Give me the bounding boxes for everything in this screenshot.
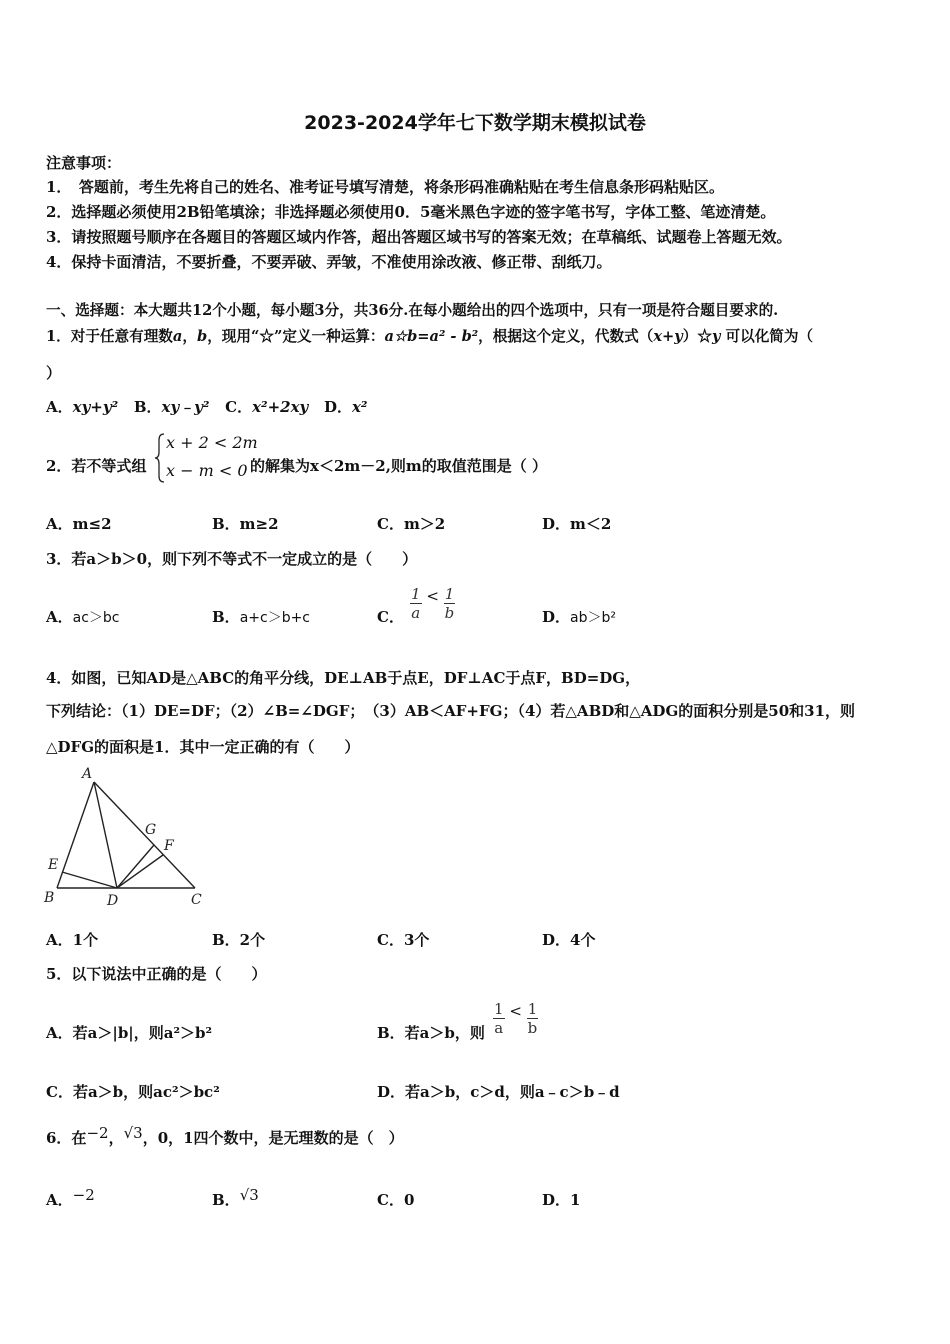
option: B．2个 (212, 931, 266, 949)
question-1: 1．对于任意有理数a，b，现用“☆”定义一种运算：a☆b=a² - b²，根据这个定义，代数式（x+y）☆y 可以化简为（ (46, 328, 814, 345)
system-line-1: x + 2 < 2m (166, 433, 258, 452)
triangle-figure (40, 762, 220, 912)
page-title: 2023-2024学年七下数学期末模拟试卷 (304, 112, 646, 134)
question-3: 3．若a＞b＞0，则下列不等式不一定成立的是（ ） (46, 550, 418, 568)
option: C． (377, 608, 404, 626)
question-1-close: ） (46, 364, 62, 382)
option: C．3个 (377, 931, 430, 949)
fraction-compare: $\frac{1}{a}$ < $\frac{1}{b}$ (411, 585, 455, 622)
option: A．−2 (46, 1186, 95, 1209)
fraction-compare: $\frac{1}{a}$ < $\frac{1}{b}$ (494, 1000, 538, 1037)
option: A．若a＞|b|，则a²＞b² (46, 1024, 213, 1042)
option: D．m＜2 (542, 515, 612, 533)
option: B．若a＞b，则 (377, 1024, 485, 1042)
option: A．ac＞bc (46, 608, 120, 626)
label-c: C (191, 892, 202, 908)
option: A．1个 (46, 931, 99, 949)
label-d: D (107, 893, 119, 909)
option: D．若a＞b，c＞d，则a﹣c＞b﹣d (377, 1083, 620, 1101)
label-b: B (44, 890, 55, 906)
system-line-2: x − m < 0 (166, 461, 248, 480)
notice-item: 1． 答题前，考生先将自己的姓名、准考证号填写清楚，将条形码准确粘贴在考生信息条形码粘贴区。 (46, 178, 724, 196)
option: C．若a＞b，则ac²＞bc² (46, 1083, 220, 1101)
notice-heading: 注意事项： (46, 154, 122, 172)
option: D．ab＞b² (542, 608, 616, 626)
option: C．0 (377, 1191, 415, 1209)
question-1-options: A．xy+y² B．xy﹣y² C．x²+2xy D．x² (46, 398, 368, 416)
option: B．√3 (212, 1186, 259, 1209)
question-6: 6．在−2，√3，0，1四个数中，是无理数的是（ ） (46, 1124, 404, 1147)
option: D．1 (542, 1191, 581, 1209)
option: B．m≥2 (212, 515, 279, 533)
option: C．m＞2 (377, 515, 446, 533)
notice-item: 3．请按照题号顺序在各题目的答题区域内作答，超出答题区域书写的答案无效；在草稿纸、试题卷上答题无效。 (46, 228, 792, 246)
notice-item: 2．选择题必须使用2B铅笔填涂；非选择题必须使用0．5毫米黑色字迹的签字笔书写，字体工整、笔迹清楚。 (46, 203, 776, 221)
option: D．4个 (542, 931, 596, 949)
option: B．a+c＞b+c (212, 608, 311, 626)
question-4-line-2: 下列结论：（1）DE=DF；（2）∠B=∠DGF； （3）AB＜AF+FG；（4）若△ABD和△ADG的面积分别是50和31，则 (46, 702, 855, 720)
label-g: G (145, 822, 157, 838)
notice-item: 4．保持卡面清洁，不要折叠，不要弄破、弄皱，不准使用涂改液、修正带、刮纸刀。 (46, 253, 612, 271)
section-heading: 一、选择题：本大题共12个小题，每小题3分，共36分.在每小题给出的四个选项中，只有一项是符合题目要求的. (46, 302, 779, 319)
label-a: A (82, 766, 93, 782)
question-4-line-3: △DFG的面积是1．其中一定正确的有（ ） (46, 738, 360, 756)
question-4-line-1: 4．如图，已知AD是△ABC的角平分线，DE⊥AB于点E，DF⊥AC于点F，BD=DG， (46, 669, 641, 687)
question-2-post: 的解集为x＜2m－2,则m的取值范围是（ ） (250, 457, 548, 475)
label-e: E (48, 857, 59, 873)
label-f: F (164, 838, 174, 854)
question-2-pre: 2．若不等式组 (46, 457, 147, 475)
question-5: 5．以下说法中正确的是（ ） (46, 965, 267, 983)
brace-icon (154, 432, 166, 484)
option: A．m≤2 (46, 515, 112, 533)
